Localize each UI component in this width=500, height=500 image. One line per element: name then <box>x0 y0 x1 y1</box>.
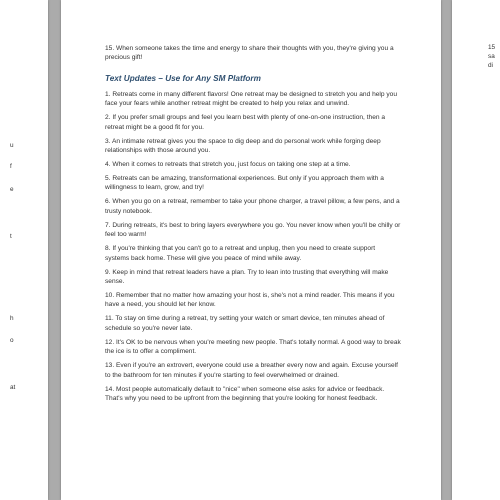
list-item: 2. If you prefer small groups and feel you learn best with plenty of one-on-one instruction, then a retreat might be a good fit for you. <box>105 114 386 131</box>
left-page-partial <box>0 0 48 500</box>
left-page-text-fragment: f <box>10 163 12 170</box>
left-page-text-fragment: o <box>10 337 14 344</box>
list-item: 6. When you go on a retreat, remember to take your phone charger, a travel pillow, a few pens, and a trusty notebook. <box>105 198 400 215</box>
list-item: 9. Keep in mind that retreat leaders have a plan. Try to lean into trusting that everything will make sense. <box>105 268 389 286</box>
list-item: 5. Retreats can be amazing, transformational experiences. But only if you approach them with a willingness to learn, grow, and try! <box>105 175 384 192</box>
left-page-text-fragment: e <box>10 186 14 193</box>
list-item: 4. When it comes to retreats that stretch you, just focus on taking one step at a time. <box>105 161 351 169</box>
left-page-text-fragment: at <box>10 384 16 391</box>
list-item: 7. During retreats, it's best to bring layers everywhere you go. You never know when you'll be chilly or feel too warm! <box>105 221 401 239</box>
list-item: 13. Even if you're an extrovert, everyone could use a breather every now and again. Excuse yourself to the bathroom for ten minutes if you're starting to feel overwhelmed or drained. <box>105 362 399 379</box>
list-item: 12. It's OK to be nervous when you're meeting new people. That's totally normal. A good way to break the ice is to offer a compliment. <box>105 338 401 356</box>
list-item: 3. An intimate retreat gives you the space to dig deep and do personal work while forging deep relationships with those around you. <box>105 137 381 155</box>
right-page-partial <box>452 0 500 500</box>
list-item: 14. Most people automatically default to "nice" when someone else asks for advice or feedback. That's why you need to be upfront from the beginning that you're looking for honest feedback. <box>105 385 385 403</box>
list-item: 8. If you're thinking that you can't go to a retreat and unplug, then you need to create support systems back home. These will give you peace of mind while away. <box>105 245 376 262</box>
right-page-text-fragment: di <box>488 62 493 69</box>
list-item: 11. To stay on time during a retreat, try setting your watch or smart device, ten minutes ahead of schedule so you're never late. <box>105 315 385 332</box>
list-item: 10. Remember that no matter how amazing your host is, she's not a mind reader. This means if you have a need, you should let her know. <box>105 292 395 309</box>
left-page-text-fragment: u <box>10 142 14 149</box>
list-item: 1. Retreats come in many different flavors! One retreat may be designed to stretch you and help you face your fears while another retreat might be created to help you relax and unwind. <box>105 90 397 108</box>
list-item-intro: 15. When someone takes the time and energy to share their thoughts with you, they're giving you a precious gift! <box>105 45 394 62</box>
left-page-text-fragment: h <box>10 315 14 322</box>
page-content <box>105 44 401 408</box>
right-page-text-fragment: sa <box>488 53 495 60</box>
right-page-text-fragment: 15 <box>488 44 496 51</box>
document-page <box>61 0 441 500</box>
section-heading: Text Updates – Use for Any SM Platform <box>105 73 261 83</box>
left-page-text-fragment: t <box>10 233 12 240</box>
